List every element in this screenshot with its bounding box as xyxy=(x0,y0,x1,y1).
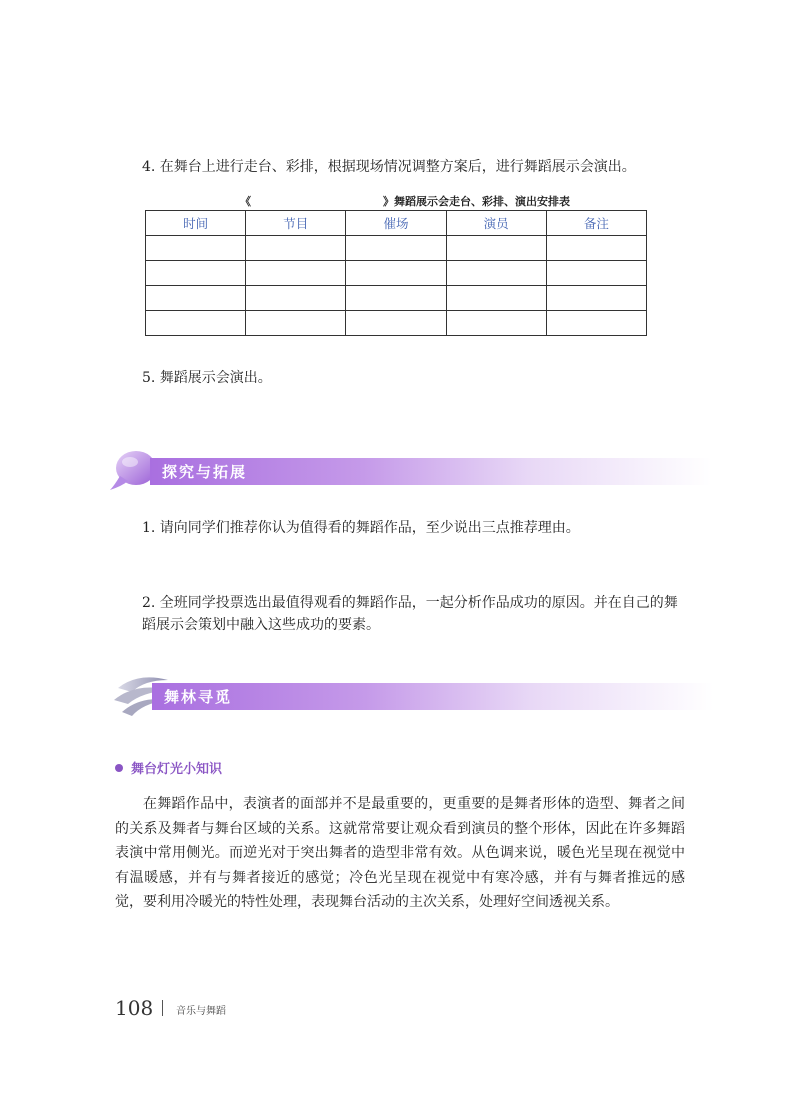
table-cell xyxy=(346,286,446,311)
step-5-text: 5. 舞蹈展示会演出。 xyxy=(142,370,272,386)
step-4-text: 4. 在舞台上进行走台、彩排，根据现场情况调整方案后，进行舞蹈展示会演出。 xyxy=(142,159,636,175)
dance-forest-title: 舞林寻觅 xyxy=(164,688,233,706)
dance-forest-banner xyxy=(152,683,762,710)
table-cell xyxy=(346,261,446,286)
table-row xyxy=(146,311,647,336)
table-cell xyxy=(246,236,346,261)
bullet-dot-icon xyxy=(115,764,123,772)
explore-banner xyxy=(150,458,760,485)
table-caption-right: 》舞蹈展示会走台、彩排、演出安排表 xyxy=(383,195,570,208)
table-cell xyxy=(446,261,546,286)
table-header-cell: 节目 xyxy=(246,211,346,236)
table-cell xyxy=(146,311,246,336)
lighting-paragraph: 在舞蹈作品中，表演者的面部并不是最重要的，更重要的是舞者形体的造型、舞者之间的关系及舞者与舞台区域的关系。这就常常要让观众看到演员的整个形体，因此在许多舞蹈表演中常用侧光。而逆光对于突出舞者的造型非常有效。从色调来说，暖色光呈现在视觉中有温暖感，并有与舞者接近的感觉；冷色光呈现在视觉中有寒冷感，并有与舞者推远的感觉，要利用冷暖光的特性处理，表现舞台活动的主次关系，处理好空间透视关系。 xyxy=(115,796,685,910)
table-cell xyxy=(146,286,246,311)
table-cell xyxy=(546,236,646,261)
table-cell xyxy=(146,236,246,261)
explore-question-2: 2. 全班同学投票选出最值得观看的舞蹈作品，一起分析作品成功的原因。并在自己的舞蹈展示会策划中融入这些成功的要素。 xyxy=(142,595,678,633)
table-cell xyxy=(546,311,646,336)
table-cell xyxy=(446,311,546,336)
table-header-cell: 时间 xyxy=(146,211,246,236)
table-row xyxy=(146,286,647,311)
page-number: 108 xyxy=(115,996,154,1020)
table-cell xyxy=(446,286,546,311)
table-cell xyxy=(246,261,346,286)
footer-book-title: 音乐与舞蹈 xyxy=(176,1006,226,1017)
table-row xyxy=(146,236,647,261)
table-header-row xyxy=(146,211,647,236)
table-header-cell: 演员 xyxy=(446,211,546,236)
explore-question-1: 1. 请向同学们推荐你认为值得看的舞蹈作品，至少说出三点推荐理由。 xyxy=(142,520,580,536)
table-caption xyxy=(240,193,570,209)
table-cell xyxy=(346,311,446,336)
explore-title: 探究与拓展 xyxy=(162,463,248,481)
table-caption-left: 《 xyxy=(240,195,251,208)
lighting-section-heading xyxy=(115,758,222,777)
table-cell xyxy=(246,286,346,311)
table-cell xyxy=(446,236,546,261)
table-header-cell: 催场 xyxy=(346,211,446,236)
table-cell xyxy=(546,286,646,311)
table-cell xyxy=(546,261,646,286)
table-row xyxy=(146,261,647,286)
table-header-cell: 备注 xyxy=(546,211,646,236)
schedule-table xyxy=(145,210,647,336)
table-cell xyxy=(346,236,446,261)
table-cell xyxy=(246,311,346,336)
lighting-section-title: 舞台灯光小知识 xyxy=(131,762,223,777)
footer-divider xyxy=(162,1000,163,1016)
table-cell xyxy=(146,261,246,286)
